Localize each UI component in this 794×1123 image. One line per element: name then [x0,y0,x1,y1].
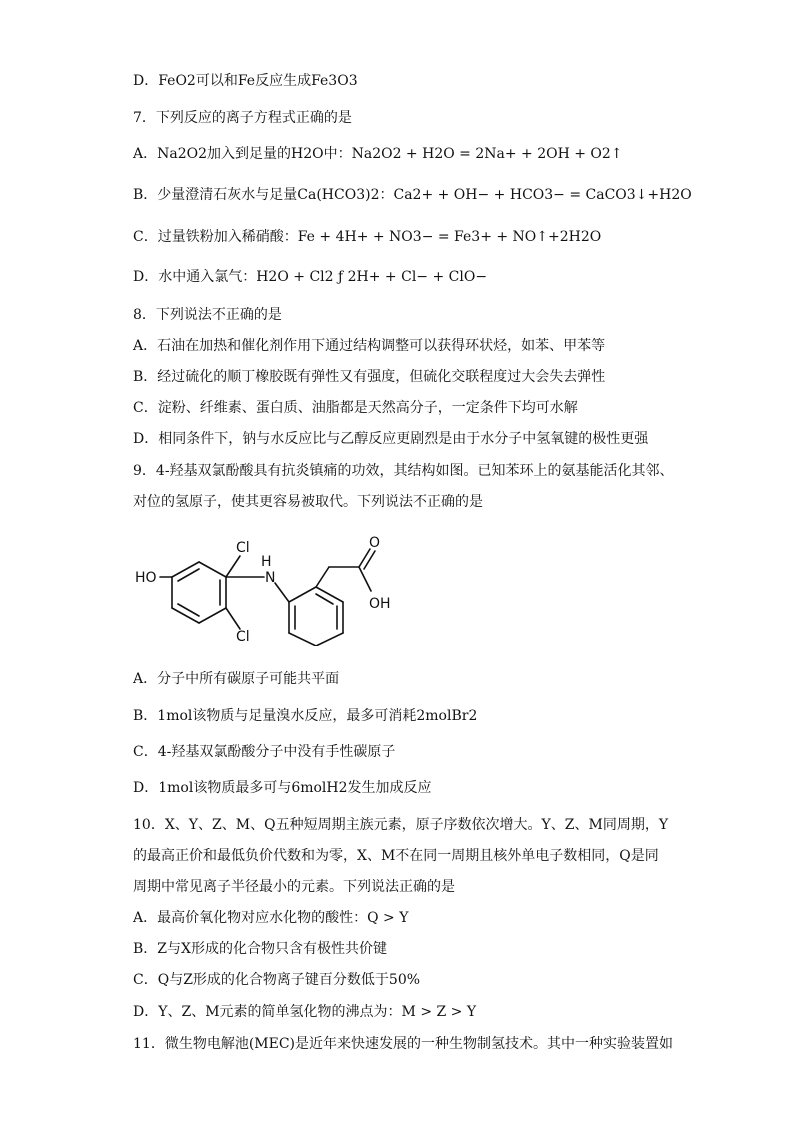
q10-option-a: A．最高价氧化物对应水化物的酸性：Q > Y [133,910,409,926]
atom-ho: HO [135,570,157,586]
atom-cl-top: Cl [236,540,250,556]
question-7-stem: 7．下列反应的离子方程式正确的是 [133,110,352,126]
atom-oh: OH [369,596,391,612]
q8-option-a: A．石油在加热和催化剂作用下通过结构调整可以获得环状烃，如苯、甲苯等 [133,338,606,354]
option-d-q6: D．FeO2可以和Fe反应生成Fe3O3 [133,73,358,89]
q9-option-a: A．分子中所有碳原子可能共平面 [133,671,340,687]
question-10-stem-line1: 10．X、Y、Z、M、Q五种短周期主族元素，原子序数依次增大。Y、Z、M同周期，Y [133,817,669,833]
atom-n: N [265,570,276,586]
atom-o: O [369,536,381,551]
q10-option-b: B．Z与X形成的化合物只含有极性共价键 [133,941,387,957]
q9-option-c: C．4-羟基双氯酚酸分子中没有手性碳原子 [133,744,396,760]
question-9-stem-line1: 9．4-羟基双氯酚酸具有抗炎镇痛的功效，其结构如图。已知苯环上的氨基能活化其邻、 [133,463,674,479]
q7-option-b: B．少量澄清石灰水与足量Ca(HCO3)2：Ca2+ + OH− + HCO3− = CaCO3↓+H2O [133,187,692,203]
q8-option-d: D．相同条件下，钠与水反应比与乙醇反应更剧烈是由于水分子中氢氧键的极性更强 [133,431,649,447]
question-10-stem-line2: 的最高正价和最低负价代数和为零，X、M不在同一周期且核外单电子数相同，Q是同 [133,848,659,864]
q10-option-d: D．Y、Z、M元素的简单氢化物的沸点为：M > Z > Y [133,1004,477,1020]
question-9-stem-line2: 对位的氢原子，使其更容易被取代。下列说法不正确的是 [133,494,483,510]
q9-option-d: D．1mol该物质最多可与6molH2发生加成反应 [133,780,432,796]
atom-cl-bottom: Cl [236,629,250,645]
question-11-stem-line1: 11．微生物电解池(MEC)是近年来快速发展的一种生物制氢技术。其中一种实验装置如 [133,1036,674,1052]
q10-option-c: C．Q与Z形成的化合物离子键百分数低于50% [133,972,421,988]
q9-option-b: B．1mol该物质与足量溴水反应，最多可消耗2molBr2 [133,708,478,724]
question-8-stem: 8．下列说法不正确的是 [133,307,282,323]
molecule-structure [133,536,403,646]
q8-option-c: C．淀粉、纤维素、蛋白质、油脂都是天然高分子，一定条件下均可水解 [133,400,578,416]
atom-nh: H [261,554,272,570]
q7-option-c: C．过量铁粉加入稀硝酸：Fe + 4H+ + NO3− = Fe3+ + NO↑+2H2O [133,229,602,245]
q7-option-d: D．水中通入氯气：H2O + Cl2 ƒ 2H+ + Cl− + ClO− [133,269,488,285]
q7-option-a: A．Na2O2加入到足量的H2O中：Na2O2 + H2O = 2Na+ + 2OH + O2↑ [133,146,623,162]
q8-option-b: B．经过硫化的顺丁橡胶既有弹性又有强度，但硫化交联程度过大会失去弹性 [133,369,606,385]
question-10-stem-line3: 周期中常见离子半径最小的元素。下列说法正确的是 [133,879,455,895]
